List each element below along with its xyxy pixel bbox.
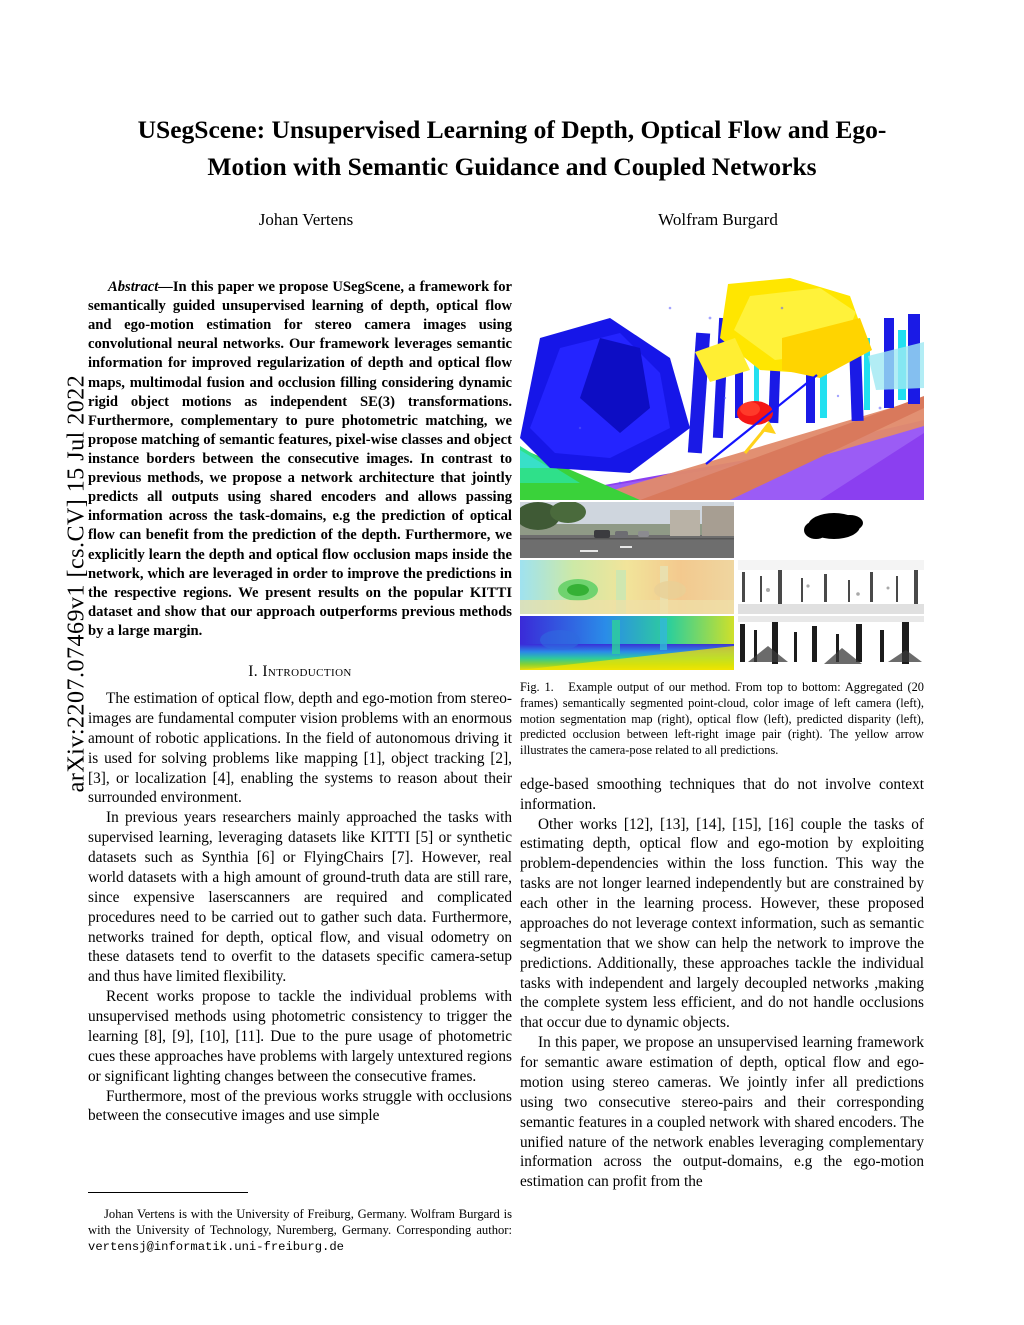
optical-flow-svg xyxy=(520,560,734,614)
pointcloud-svg xyxy=(520,278,924,500)
arxiv-stamp: arXiv:2207.07469v1 [cs.CV] 15 Jul 2022 xyxy=(63,374,90,793)
figure-1 xyxy=(520,278,924,759)
section-title: Introduction xyxy=(262,663,352,681)
abstract-text: In this paper we propose USegScene, a framework for semantically guided unsupervised learning of depth, optical flow and ego-motion estimation for stereo camera images using convolutional neural networks. Our framework leverages semantic information for improved regularization of depth and optical flow maps, multimodal fusion and occlusion filling considering dynamic rigid object motions as independent SE(3) transformations. Furthermore, complementary to pure photometric matching, we propose matching of semantic features, pixel-wise classes and object instance borders between the consecutive images. In contrast to previous methods, we propose a network architecture that jointly predicts all outputs using shared encoders and allows passing information across the task-domains, e.g the prediction of optical flow can benefit from the prediction of the depth. Furthermore, we explicitly learn the depth and optical flow occlusion maps inside the network, which are leveraged in order to improve the predictions in the respective regions. We present results on the popular KITTI dataset and show that our approach outperforms previous methods by a large margin. xyxy=(88,279,512,639)
section-number: I. xyxy=(248,663,259,681)
section-heading-introduction xyxy=(88,663,512,681)
abstract-paragraph xyxy=(88,278,512,641)
paragraph: In this paper, we propose an unsupervised learning framework for semantic aware estimation of depth, optical flow and ego-motion using stereo cameras. We jointly infer all predictions using two consecutive stereo-pairs and their corresponding semantic features in a coupled network with shared encoders. The unified nature of the network enables leveraging complementary information across the output-domains, e.g the ego-motion estimation can profit from the xyxy=(520,1034,924,1191)
figure-caption xyxy=(520,680,924,759)
right-column xyxy=(520,278,924,1192)
footnote-divider xyxy=(88,1192,248,1193)
paragraph: The estimation of optical flow, depth and ego-motion from stereo-images are fundamental computer vision problems with an enormous amount of robotic applications. In the field of autonomous driving it is used for solving problems like mapping [1], object tracking [2], [3], or localization [4], enabling the systems to reason about their surrounded environment. xyxy=(88,690,512,807)
paragraph: Furthermore, most of the previous works struggle with occlusions between the consecutive images and use simple xyxy=(88,1087,512,1125)
figure-row-flow-occlusion xyxy=(520,560,924,614)
figure-disparity xyxy=(520,616,734,670)
left-column xyxy=(88,278,512,1126)
figure-label: Fig. 1. xyxy=(520,680,554,694)
figure-row-color-motion xyxy=(520,502,924,558)
page-title: USegScene: Unsupervised Learning of Depth, Optical Flow and Ego-Motion with Semantic Guidance and Coupled Networks xyxy=(137,115,887,181)
paragraph: edge-based smoothing techniques that do not involve context information. xyxy=(520,775,924,813)
figure-left-camera-image xyxy=(520,502,734,558)
left-camera-svg xyxy=(520,502,734,558)
occlusion-svg-1 xyxy=(738,560,924,614)
figure-occlusion-right-1 xyxy=(738,560,924,614)
abstract-label: Abstract— xyxy=(108,279,173,295)
figure-row-disparity-occlusion xyxy=(520,616,924,670)
footnote-block xyxy=(88,1178,512,1268)
footnote-text xyxy=(88,1206,512,1256)
occlusion-svg-2 xyxy=(738,616,924,670)
author-name: Johan Vertens xyxy=(258,210,354,229)
disparity-svg xyxy=(520,616,734,670)
footnote-email: vertensj@informatik.uni-freiburg.de xyxy=(88,1239,344,1254)
figure-motion-segmentation xyxy=(738,502,924,558)
paragraph: In previous years researchers mainly approached the tasks with supervised learning, leveraging datasets like KITTI [5] or synthetic datasets such as Synthia [6] or FlyingChairs [7]. However, real world datasets with a high amount of ground-truth data are still rare, since expensive laserscanners are required and complicated procedures need to be carried out to gather such data. Furthermore, networks trained for depth, optical flow, and visual odometry on these datasets tend to overfit to the datasets specific camera-setup and thus have limited flexibility. xyxy=(88,809,512,986)
author-name: Wolfram Burgard xyxy=(658,210,778,229)
paragraph: Other works [12], [13], [14], [15], [16] couple the tasks of estimating depth, optical flow and ego-motion by exploiting problem-dependencies within the loss function. This way the tasks are not longer learned independently but are constrained by each other in the learning process. However, these proposed approaches do not leverage context information, such as semantic segmentation that we show can help the network to improve the predictions. Additionally, these approaches tackle the individual tasks with independent and largely decoupled networks ,making the complete system less efficient, and do not handle occlusions that occur due to dynamic objects. xyxy=(520,815,924,1032)
figure-occlusion-right-2 xyxy=(738,616,924,670)
figure-optical-flow xyxy=(520,560,734,614)
author-list xyxy=(100,210,924,230)
figure-pointcloud-panel xyxy=(520,278,924,500)
footnote-body: Johan Vertens is with the University of Freiburg, Germany. Wolfram Burgard is with the University of Technology, Nuremberg, Germany. Corresponding author: xyxy=(88,1206,512,1237)
paragraph: Recent works propose to tackle the individual problems with unsupervised methods using photometric consistency to trigger the learning [8], [9], [10], [11]. Due to the pure usage of photometric cues these approaches have problems with largely untextured regions or significant lighting changes between the consecutive frames. xyxy=(88,988,512,1085)
motion-seg-svg xyxy=(738,502,924,558)
figure-caption-text: Example output of our method. From top to bottom: Aggregated (20 frames) semantically segmented point-cloud, color image of left camera (left), motion segmentation map (right), optical flow (left), predicted disparity (left), predicted occlusion between left-right image pair (right). The yellow arrow illustrates the camera-pose related to all predictions. xyxy=(520,680,924,757)
